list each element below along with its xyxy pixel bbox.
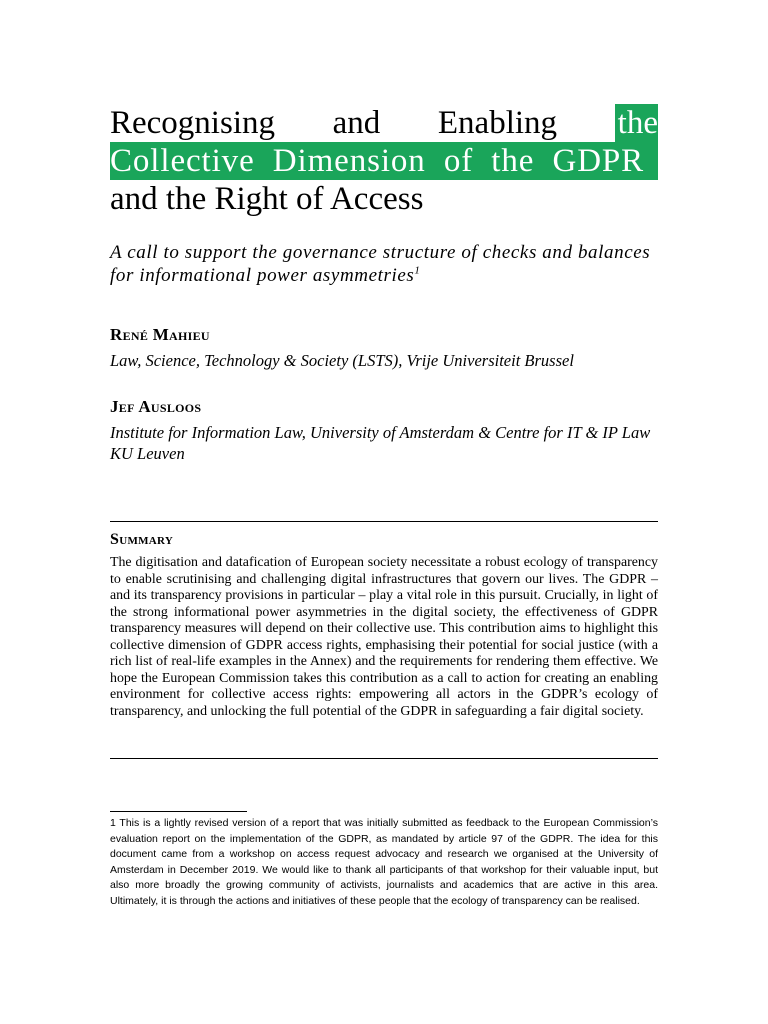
title-highlighted-word: the [615,104,658,142]
title-word: and [332,105,381,141]
title-word: Recognising [110,105,275,141]
summary-heading: Summary [110,531,174,548]
summary-top-rule [110,521,658,522]
subtitle-text: A call to support the governance structure of checks and balances for informational power asymmetries [110,242,651,286]
footnote-number: 1 [110,817,116,829]
title-line-2 [110,142,658,180]
title-line-1 [110,104,658,142]
document-page [110,0,658,1024]
author-name: René Mahieu [110,325,210,344]
title-line-3: and the Right of Access [110,181,424,217]
footnote-separator [110,811,247,812]
footnote [110,816,658,909]
footnote-text: This is a lightly revised version of a report that was initially submitted as feedback to the European Commission’s evaluation report on the implementation of the GDPR, as mandated by article 97 of the GDPR. The idea for this document came from a workshop on access request advocacy and research we organised at the University of Amsterdam in December 2019. We would like to thank all participants of that workshop for their valuable input, but also more broadly the growing community of activists, journalists and academics that are active in this area. Ultimately, it is through the actions and initiatives of these people that the ecology of transparency can be realised. [110,817,658,907]
author-name: Jef Ausloos [110,397,202,416]
summary-body: The digitisation and datafication of European society necessitate a robust ecology of transparency to enable scrutinising and challenging digital infrastructures that govern our lives. The GDPR – and its transparency provisions in particular – play a vital role in this pursuit. Crucially, in light of the strong informational power asymmetries in the digital society, the effectiveness of GDPR transparency measures will depend on their collective use. This contribution aims to highlight this collective dimension of GDPR access rights, emphasising their potential for social justice (with a rich list of real-life examples in the Annex) and the requirements for rendering them effective. We hope the European Commission takes this contribution as a call to action for creating an enabling environment for collective access rights: empowering all actors in the GDPR’s ecology of transparency, and unlocking the full potential of the GDPR in safeguarding a fair digital society. [110,555,658,719]
subtitle [110,241,658,287]
author-affiliation: Institute for Information Law, University of Amsterdam & Centre for IT & IP Law KU Leuven [110,423,651,463]
footnote-reference[interactable]: 1 [414,264,420,277]
title-word: Enabling [437,105,558,141]
title-line-2-text: Collective Dimension of the GDPR [110,143,645,179]
page-title [110,104,658,218]
author-affiliation: Law, Science, Technology & Society (LSTS), Vrije Universiteit Brussel [110,351,574,370]
summary-bottom-rule [110,758,658,759]
